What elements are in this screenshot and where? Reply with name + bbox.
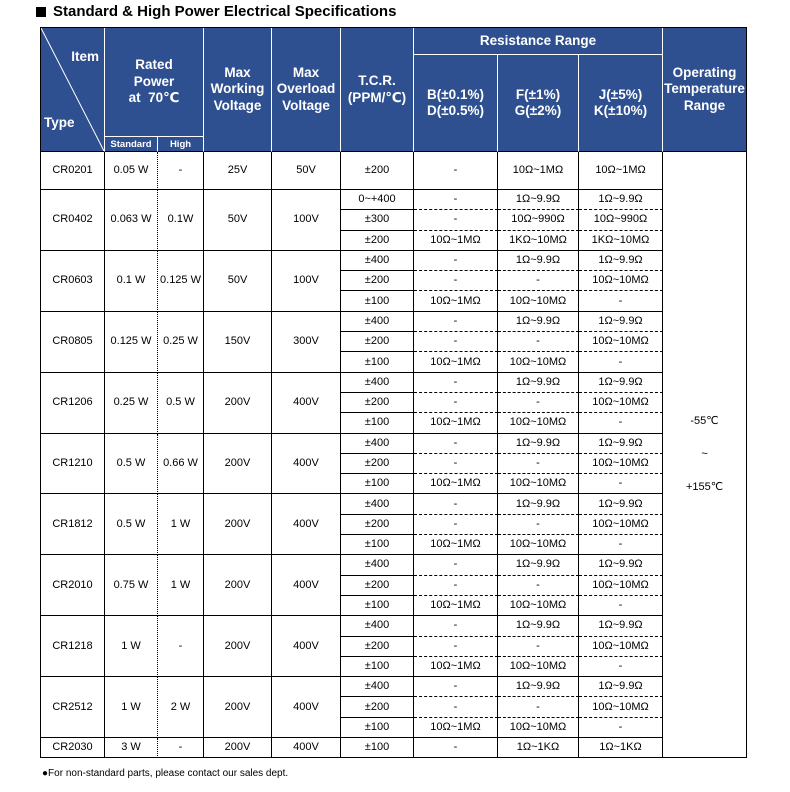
range-j-k-cell: 10Ω~10MΩ	[579, 576, 663, 596]
range-f-g-cell: 1Ω~9.9Ω	[498, 251, 579, 271]
range-f-g-cell: 1Ω~9.9Ω	[498, 494, 579, 514]
range-j-k-cell: 10Ω~10MΩ	[579, 637, 663, 657]
tcr-cell: ±100	[341, 291, 414, 311]
tcr-cell: ±100	[341, 535, 414, 555]
spec-row	[41, 677, 747, 697]
tcr-cell: ±400	[341, 555, 414, 575]
tcr-cell: ±400	[341, 312, 414, 332]
range-j-k-cell: 10Ω~1MΩ	[579, 152, 663, 190]
range-f-g-cell: 1Ω~9.9Ω	[498, 190, 579, 210]
range-b-d-cell: 10Ω~1MΩ	[414, 596, 498, 616]
standard-power-cell: 0.5 W	[105, 434, 158, 495]
range-b-d-cell: 10Ω~1MΩ	[414, 352, 498, 372]
range-f-g-cell: -	[498, 454, 579, 474]
high-power-cell: -	[158, 152, 204, 190]
tcr-cell: ±400	[341, 494, 414, 514]
high-power-cell: 1 W	[158, 494, 204, 555]
item-label: Item	[71, 49, 99, 64]
range-b-d-cell: 10Ω~1MΩ	[414, 535, 498, 555]
tcr-cell: ±200	[341, 393, 414, 413]
range-f-g-cell: -	[498, 637, 579, 657]
working-voltage-cell: 200V	[204, 434, 272, 495]
working-voltage-cell: 150V	[204, 312, 272, 373]
range-f-g-cell: 10Ω~10MΩ	[498, 596, 579, 616]
header-resistance-range: Resistance Range	[414, 28, 663, 55]
high-power-cell: 0.5 W	[158, 373, 204, 434]
range-f-g-cell: -	[498, 515, 579, 535]
overload-voltage-cell: 400V	[272, 434, 341, 495]
working-voltage-cell: 200V	[204, 616, 272, 677]
range-f-g-cell: 10Ω~10MΩ	[498, 291, 579, 311]
range-b-d-cell: -	[414, 454, 498, 474]
tcr-cell: ±100	[341, 596, 414, 616]
spec-row	[41, 251, 747, 271]
range-j-k-cell: -	[579, 657, 663, 677]
range-b-d-cell: 10Ω~1MΩ	[414, 718, 498, 738]
range-b-d-cell: -	[414, 738, 498, 758]
range-j-k-cell: 10Ω~990Ω	[579, 210, 663, 230]
range-f-g-cell: 10Ω~10MΩ	[498, 535, 579, 555]
working-voltage-cell: 50V	[204, 251, 272, 312]
spec-table-body	[41, 152, 747, 758]
range-j-k-cell: -	[579, 718, 663, 738]
range-j-k-cell: 10Ω~10MΩ	[579, 697, 663, 717]
header-tolerance-f-g	[498, 55, 579, 152]
range-f-g-cell: 1Ω~1KΩ	[498, 738, 579, 758]
header-line: Operating	[672, 64, 737, 80]
range-b-d-cell: 10Ω~1MΩ	[414, 291, 498, 311]
header-line: Voltage	[213, 97, 262, 113]
range-f-g-cell: 1Ω~9.9Ω	[498, 434, 579, 454]
range-f-g-cell: 10Ω~10MΩ	[498, 657, 579, 677]
range-f-g-cell: 10Ω~10MΩ	[498, 352, 579, 372]
spec-row	[41, 616, 747, 636]
range-b-d-cell: -	[414, 251, 498, 271]
header-line: T.C.R.	[358, 73, 396, 88]
spec-row	[41, 738, 747, 758]
range-j-k-cell: -	[579, 535, 663, 555]
standard-power-cell: 0.75 W	[105, 555, 158, 616]
high-power-cell: -	[158, 738, 204, 758]
range-j-k-cell: 1Ω~9.9Ω	[579, 312, 663, 332]
header-rated-power	[105, 28, 204, 137]
tcr-cell: ±200	[341, 152, 414, 190]
header-line: Max	[292, 64, 320, 80]
spec-row	[41, 555, 747, 575]
high-power-cell: 0.25 W	[158, 312, 204, 373]
range-j-k-cell: -	[579, 352, 663, 372]
range-f-g-cell: 10Ω~10MΩ	[498, 413, 579, 433]
range-b-d-cell: 10Ω~1MΩ	[414, 474, 498, 494]
tcr-cell: ±100	[341, 413, 414, 433]
working-voltage-cell: 200V	[204, 494, 272, 555]
header-line: at 70℃	[128, 90, 180, 106]
standard-power-cell: 0.05 W	[105, 152, 158, 190]
header-line: D(±0.5%)	[427, 103, 484, 118]
standard-power-cell: 0.25 W	[105, 373, 158, 434]
tcr-cell: ±200	[341, 454, 414, 474]
tcr-cell: ±100	[341, 352, 414, 372]
range-b-d-cell: 10Ω~1MΩ	[414, 413, 498, 433]
type-cell: CR1210	[41, 434, 105, 495]
tcr-cell: ±100	[341, 474, 414, 494]
range-f-g-cell: 1KΩ~10MΩ	[498, 231, 579, 251]
tcr-cell: ±400	[341, 251, 414, 271]
working-voltage-cell: 25V	[204, 152, 272, 190]
working-voltage-cell: 200V	[204, 677, 272, 738]
tcr-cell: ±200	[341, 576, 414, 596]
tcr-cell: ±400	[341, 373, 414, 393]
header-row	[41, 28, 747, 55]
header-line: F(±1%)	[515, 86, 561, 102]
range-b-d-cell: -	[414, 373, 498, 393]
range-j-k-cell: 1Ω~9.9Ω	[579, 190, 663, 210]
range-b-d-cell: -	[414, 210, 498, 230]
header-standard: Standard	[105, 137, 158, 152]
overload-voltage-cell: 100V	[272, 190, 341, 251]
range-b-d-cell: -	[414, 616, 498, 636]
header-tolerance-b-d	[414, 55, 498, 152]
range-f-g-cell: 10Ω~10MΩ	[498, 474, 579, 494]
header-max-working-voltage	[204, 28, 272, 152]
tcr-cell: ±200	[341, 332, 414, 352]
header-line: (PPM/℃)	[347, 89, 407, 105]
type-cell: CR2030	[41, 738, 105, 758]
spec-row	[41, 494, 747, 514]
header-line: Temperature	[664, 81, 745, 97]
range-j-k-cell: 1Ω~9.9Ω	[579, 616, 663, 636]
range-j-k-cell: 1Ω~9.9Ω	[579, 555, 663, 575]
type-label: Type	[44, 115, 75, 130]
footnote: ●For non-standard parts, please contact our sales dept.	[42, 768, 289, 779]
tcr-cell: ±400	[341, 616, 414, 636]
temp-max: +155℃	[685, 481, 724, 494]
range-j-k-cell: 1Ω~9.9Ω	[579, 494, 663, 514]
range-f-g-cell: -	[498, 332, 579, 352]
working-voltage-cell: 200V	[204, 738, 272, 758]
range-j-k-cell: 1KΩ~10MΩ	[579, 231, 663, 251]
overload-voltage-cell: 50V	[272, 152, 341, 190]
tcr-cell: ±400	[341, 677, 414, 697]
range-f-g-cell: 10Ω~990Ω	[498, 210, 579, 230]
tcr-cell: ±200	[341, 697, 414, 717]
type-cell: CR2512	[41, 677, 105, 738]
range-b-d-cell: -	[414, 494, 498, 514]
spec-table	[40, 27, 747, 758]
range-b-d-cell: -	[414, 697, 498, 717]
header-line: Voltage	[282, 97, 330, 113]
temp-separator: ~	[701, 448, 708, 461]
range-f-g-cell: 1Ω~9.9Ω	[498, 616, 579, 636]
range-f-g-cell: -	[498, 697, 579, 717]
tcr-cell: ±200	[341, 515, 414, 535]
range-b-d-cell: -	[414, 434, 498, 454]
range-b-d-cell: -	[414, 677, 498, 697]
header-line: B(±0.1%)	[427, 86, 484, 102]
standard-power-cell: 1 W	[105, 677, 158, 738]
range-f-g-cell: 10Ω~10MΩ	[498, 718, 579, 738]
high-power-cell: 2 W	[158, 677, 204, 738]
range-j-k-cell: -	[579, 291, 663, 311]
tcr-cell: ±100	[341, 718, 414, 738]
header-line: Power	[133, 73, 175, 89]
standard-power-cell: 0.125 W	[105, 312, 158, 373]
header-item-type	[41, 28, 105, 152]
header-line: Rated	[135, 57, 173, 73]
range-b-d-cell: -	[414, 576, 498, 596]
operating-temperature-cell	[663, 152, 747, 758]
header-max-overload-voltage	[272, 28, 341, 152]
range-j-k-cell: 10Ω~10MΩ	[579, 271, 663, 291]
header-line: Overload	[276, 81, 336, 97]
tcr-cell: ±300	[341, 210, 414, 230]
range-j-k-cell: 1Ω~9.9Ω	[579, 434, 663, 454]
range-b-d-cell: 10Ω~1MΩ	[414, 657, 498, 677]
tcr-cell: 0~+400	[341, 190, 414, 210]
header-tolerance-j-k	[579, 55, 663, 152]
spec-row	[41, 373, 747, 393]
range-b-d-cell: 10Ω~1MΩ	[414, 231, 498, 251]
range-j-k-cell: 10Ω~10MΩ	[579, 454, 663, 474]
range-j-k-cell: -	[579, 596, 663, 616]
tcr-cell: ±200	[341, 231, 414, 251]
overload-voltage-cell: 400V	[272, 555, 341, 616]
range-b-d-cell: -	[414, 190, 498, 210]
range-f-g-cell: -	[498, 393, 579, 413]
header-line: Max	[224, 64, 251, 80]
range-b-d-cell: -	[414, 515, 498, 535]
header-line: G(±2%)	[514, 103, 562, 118]
page-title	[36, 3, 396, 21]
range-f-g-cell: -	[498, 271, 579, 291]
range-f-g-cell: 1Ω~9.9Ω	[498, 312, 579, 332]
standard-power-cell: 0.5 W	[105, 494, 158, 555]
standard-power-cell: 3 W	[105, 738, 158, 758]
type-cell: CR1206	[41, 373, 105, 434]
type-cell: CR0402	[41, 190, 105, 251]
type-cell: CR0805	[41, 312, 105, 373]
overload-voltage-cell: 400V	[272, 677, 341, 738]
range-j-k-cell: 10Ω~10MΩ	[579, 515, 663, 535]
range-j-k-cell: 10Ω~10MΩ	[579, 332, 663, 352]
range-j-k-cell: 1Ω~1KΩ	[579, 738, 663, 758]
page-title-text: Standard & High Power Electrical Specifications	[53, 3, 397, 20]
high-power-cell: 1 W	[158, 555, 204, 616]
tcr-cell: ±100	[341, 738, 414, 758]
range-b-d-cell: -	[414, 312, 498, 332]
header-operating-temperature-range	[663, 28, 747, 152]
header-tcr	[341, 28, 414, 152]
spec-row	[41, 152, 747, 190]
working-voltage-cell: 200V	[204, 373, 272, 434]
range-j-k-cell: 10Ω~10MΩ	[579, 393, 663, 413]
overload-voltage-cell: 400V	[272, 738, 341, 758]
spec-table-header	[41, 28, 747, 152]
spec-row	[41, 190, 747, 210]
range-j-k-cell: 1Ω~9.9Ω	[579, 373, 663, 393]
header-line: Range	[683, 97, 726, 113]
range-b-d-cell: -	[414, 152, 498, 190]
range-b-d-cell: -	[414, 393, 498, 413]
range-b-d-cell: -	[414, 271, 498, 291]
header-line: K(±10%)	[593, 103, 648, 118]
standard-power-cell: 1 W	[105, 616, 158, 677]
range-f-g-cell: 1Ω~9.9Ω	[498, 555, 579, 575]
type-cell: CR2010	[41, 555, 105, 616]
type-cell: CR1812	[41, 494, 105, 555]
type-cell: CR1218	[41, 616, 105, 677]
range-f-g-cell: 1Ω~9.9Ω	[498, 677, 579, 697]
range-f-g-cell: 10Ω~1MΩ	[498, 152, 579, 190]
range-j-k-cell: 1Ω~9.9Ω	[579, 677, 663, 697]
range-f-g-cell: 1Ω~9.9Ω	[498, 373, 579, 393]
black-square-icon	[36, 7, 46, 17]
range-j-k-cell: -	[579, 413, 663, 433]
header-line: Working	[210, 81, 265, 97]
type-cell: CR0201	[41, 152, 105, 190]
range-j-k-cell: -	[579, 474, 663, 494]
diagonal-divider	[41, 28, 104, 151]
type-cell: CR0603	[41, 251, 105, 312]
standard-power-cell: 0.1 W	[105, 251, 158, 312]
overload-voltage-cell: 100V	[272, 251, 341, 312]
header-line: J(±5%)	[598, 86, 643, 102]
tcr-cell: ±200	[341, 271, 414, 291]
range-j-k-cell: 1Ω~9.9Ω	[579, 251, 663, 271]
tcr-cell: ±200	[341, 637, 414, 657]
spec-row	[41, 312, 747, 332]
range-b-d-cell: -	[414, 637, 498, 657]
working-voltage-cell: 50V	[204, 190, 272, 251]
overload-voltage-cell: 400V	[272, 373, 341, 434]
overload-voltage-cell: 400V	[272, 616, 341, 677]
range-b-d-cell: -	[414, 332, 498, 352]
standard-power-cell: 0.063 W	[105, 190, 158, 251]
temp-min: -55℃	[690, 415, 719, 428]
spec-row	[41, 434, 747, 454]
header-high: High	[158, 137, 204, 152]
range-f-g-cell: -	[498, 576, 579, 596]
tcr-cell: ±100	[341, 657, 414, 677]
high-power-cell: 0.66 W	[158, 434, 204, 495]
working-voltage-cell: 200V	[204, 555, 272, 616]
overload-voltage-cell: 300V	[272, 312, 341, 373]
high-power-cell: -	[158, 616, 204, 677]
overload-voltage-cell: 400V	[272, 494, 341, 555]
range-b-d-cell: -	[414, 555, 498, 575]
high-power-cell: 0.125 W	[158, 251, 204, 312]
tcr-cell: ±400	[341, 434, 414, 454]
high-power-cell: 0.1W	[158, 190, 204, 251]
